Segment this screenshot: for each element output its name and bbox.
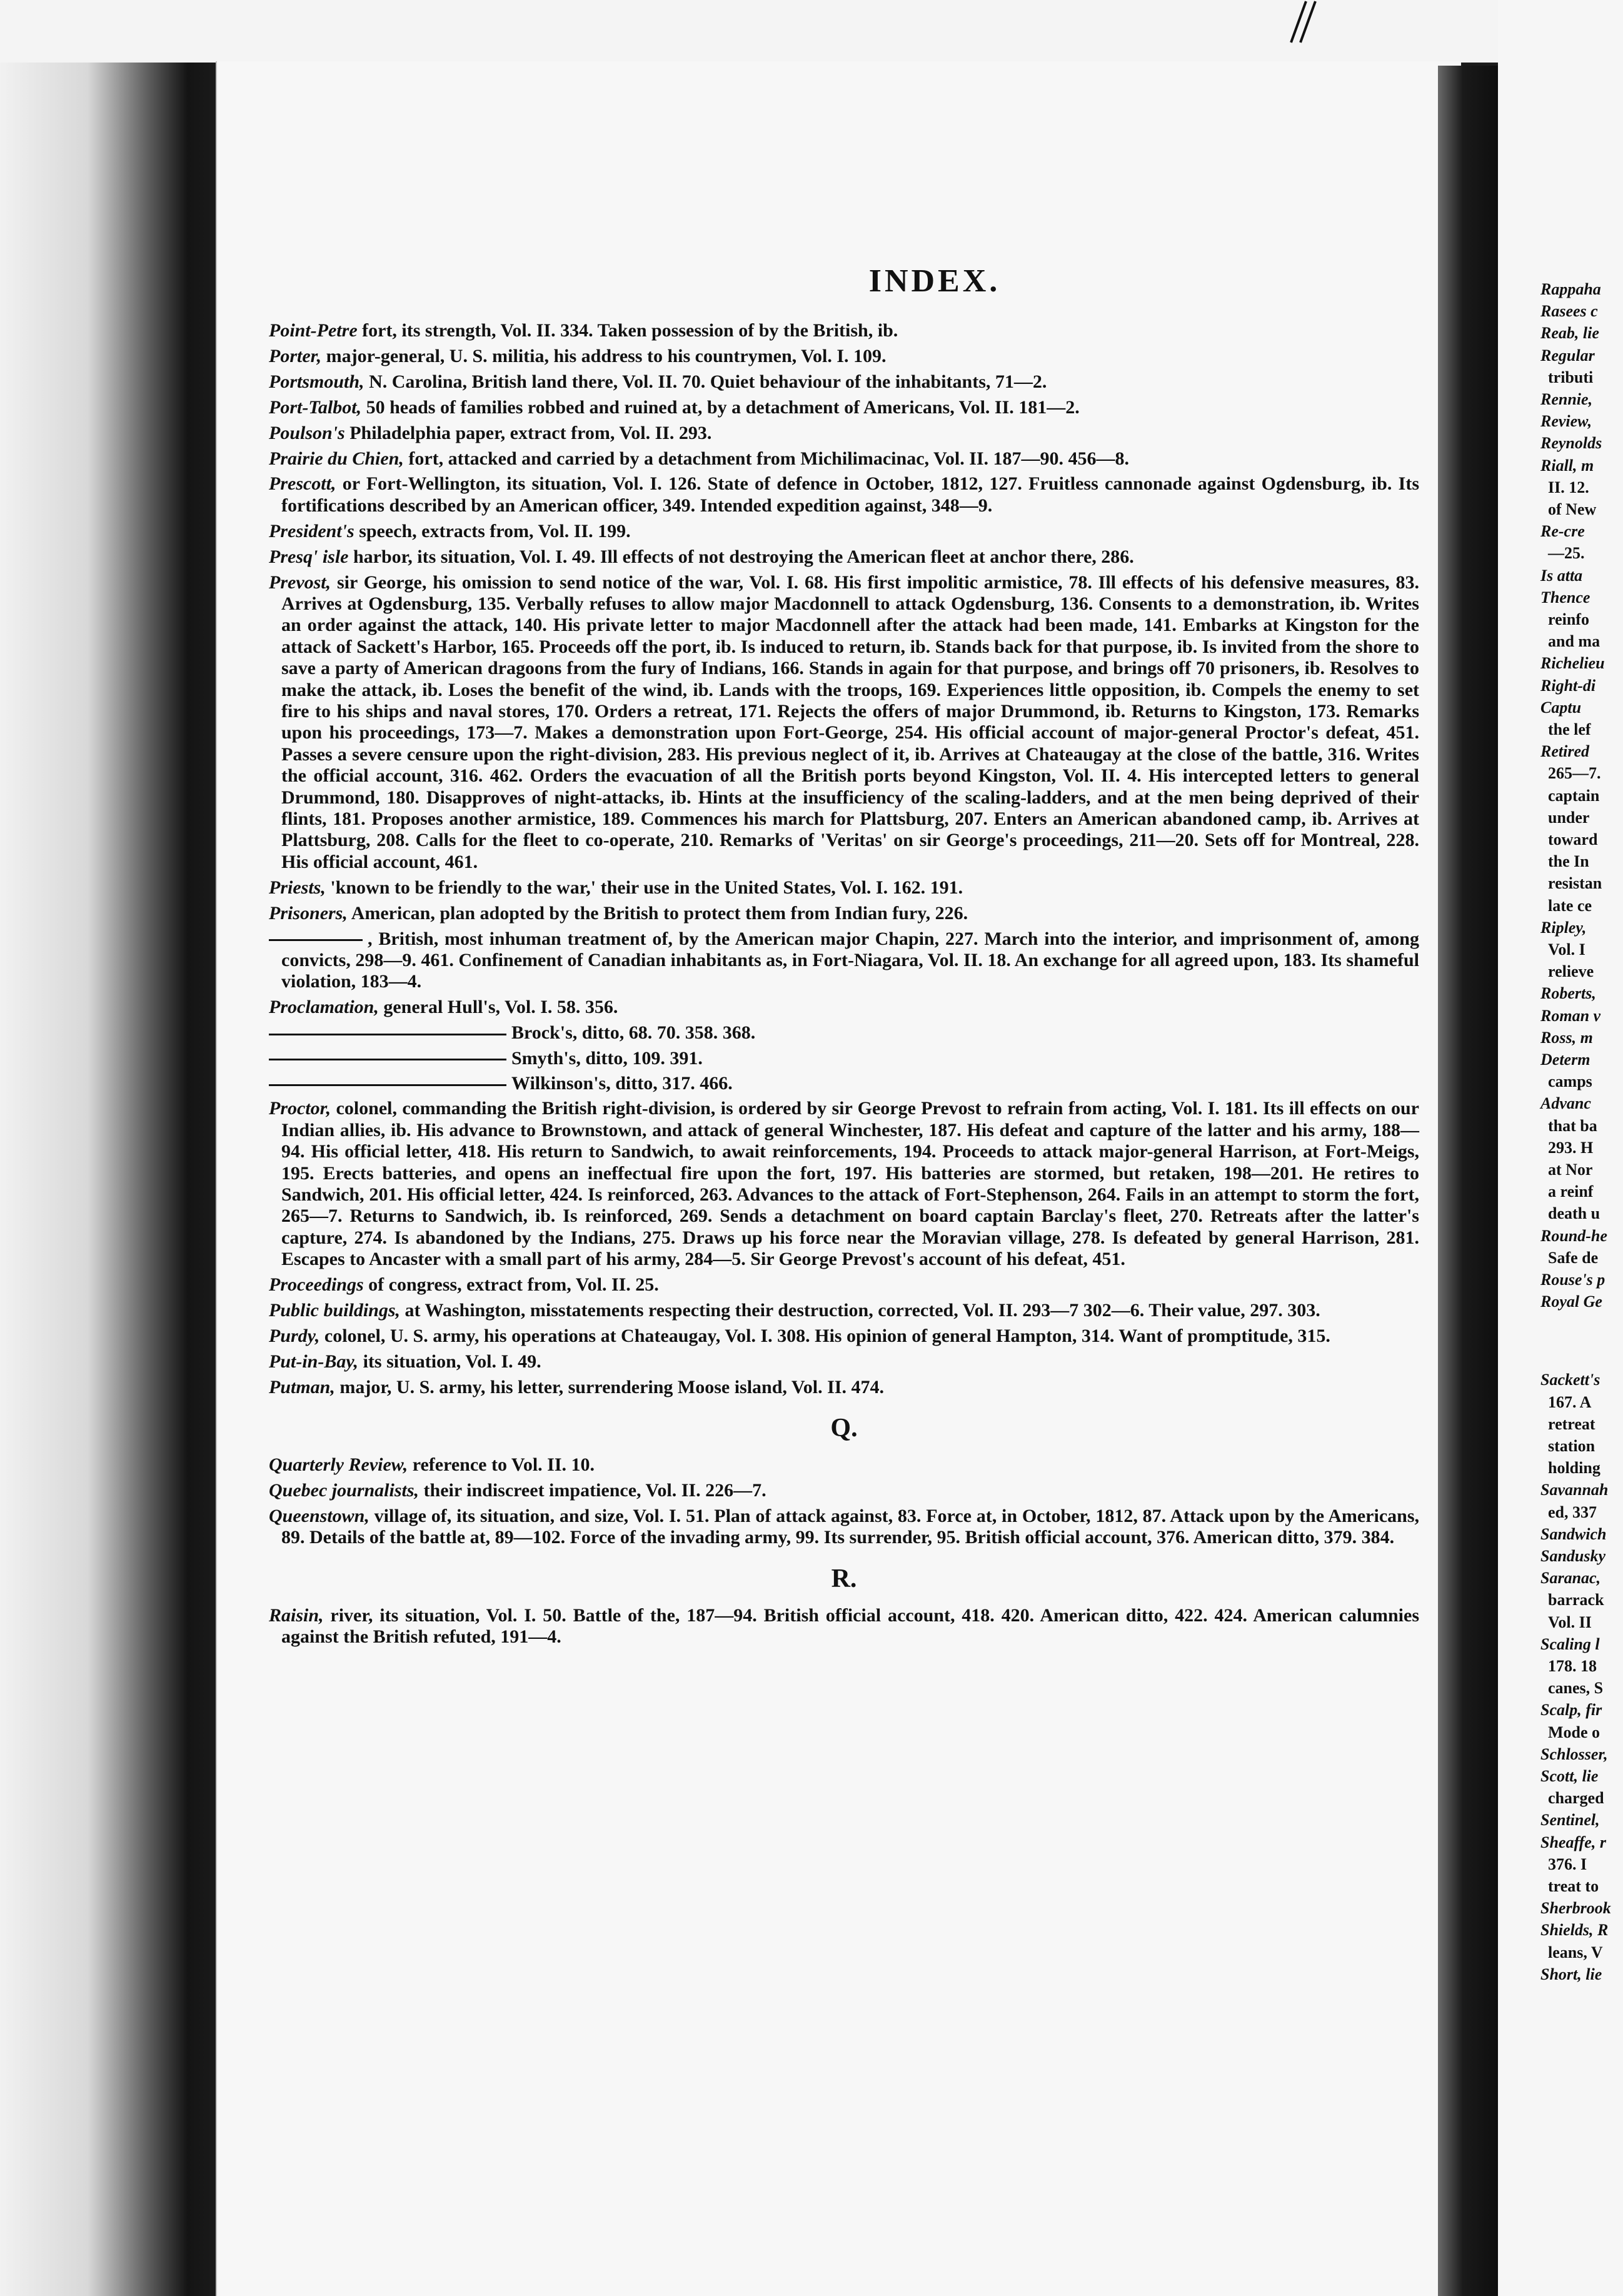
entry-headword: Point-Petre	[269, 320, 358, 341]
facing-page-text: Round-he	[1540, 1226, 1607, 1245]
facing-page-text: captain	[1548, 786, 1600, 805]
facing-page-text: Advanc	[1540, 1094, 1591, 1113]
index-entry	[269, 1351, 1419, 1372]
facing-page-text: Sandusky	[1540, 1547, 1606, 1565]
index-entry	[269, 546, 1419, 568]
entry-text: major-general, U. S. militia, his address to his countrymen, Vol. I. 109.	[321, 345, 887, 366]
index-entry	[269, 877, 1419, 899]
facing-page-text: 265—7.	[1548, 764, 1601, 783]
facing-page-text: Captu	[1540, 698, 1582, 717]
entry-text: harbor, its situation, Vol. I. 49. Ill effects of not destroying the American fleet at anchor there, 286.	[348, 546, 1134, 567]
section-letter-q: Q.	[830, 1414, 858, 1443]
entry-headword: Prairie du Chien,	[269, 448, 404, 469]
facing-page-text: Riall, m	[1540, 456, 1594, 475]
entry-text: sir George, his omission to send notice of the war, Vol. I. 68. His first impolitic armistice, 78. Ill effects of his defensive measures, 83. Arrives at Ogdensburg, 135. Verbally refuses to allow major Macdonnell to attack Ogdensburg, 136. Consents to a demonstration, ib. Writes an order against the attack, 140. His private letter to major Macdonnell after the attack had been made, 141. Embarks at Kingston for the attack of Sackett's Harbor, 165. Proceeds off the port, ib. Is induced to return, ib. Stands back for that purpose, ib. Is invited from the shore to save a party of American dragoons from the fury of Indians, 166. Stands in again for that purpose, and brings off 70 prisoners, ib. Resolves to make the attack, ib. Loses the benefit of the wind, ib. Lands with the troops, 169. Experiences little opposition, ib. Compels the enemy to set fire to his ships and naval stores, 170. Orders a retreat, 171. Rejects the offers of major Drummond, ib. Returns to Kingston, 173. Remarks upon his proceedings, 173—7. Makes a demonstration upon Fort-George, 254. His official account of major-general Proctor's defeat, 451. Passes a severe censure upon the right-division, 283. His previous neglect of it, ib. Arrives at Chateaugay at the close of the battle, 316. Writes the official account, 316. 462. Orders the evacuation of all the British ports beyond Kingston, Vol. II. 4. His intercepted letters to general Drummond, 180. Disapproves of night-attacks, ib. Hints at the insufficiency of the scaling-ladders, and at the men being deprived of their flints, 181. Proposes another armistice, 189. Commences his march for Plattsburg, 207. Enters an American abandoned camp, ib. Arrives at Plattsburg, 208. Calls for the fleet to co-operate, 210. Remarks of 'Veritas' on sir George's proceedings, 211—20. Sets off for Montreal, 228. His official account, 461.	[281, 571, 1419, 872]
facing-page-text: treat to	[1548, 1877, 1599, 1895]
ditto-rule	[269, 1034, 506, 1035]
entry-headword: Porter,	[269, 345, 322, 366]
index-section-p-continued	[269, 1098, 1419, 1398]
facing-page-text: Ripley,	[1540, 918, 1587, 937]
facing-page-text: Shields, R	[1540, 1921, 1609, 1940]
index-entry	[269, 1377, 1419, 1398]
entry-headword: Put-in-Bay,	[269, 1351, 359, 1372]
facing-page-text: Savannah	[1540, 1481, 1609, 1499]
facing-page-text: Roman v	[1540, 1006, 1601, 1025]
entry-headword: Prescott,	[269, 473, 336, 495]
entry-text: village of, its situation, and size, Vol. I. 51. Plan of attack against, 83. Force at, in October, 1812, 87. Attack upon by the Americans, 89. Details of the battle at, 89—102. Force of the invading army, 99. Its surrender, 95. British official account, 376. American ditto, 379. 384.	[281, 1506, 1419, 1548]
index-content	[269, 320, 1419, 1652]
entry-text: colonel, commanding the British right-division, is ordered by sir George Prevost to refrain from acting, Vol. I. 181. Its ill effects on our Indian allies, ib. His advance to Brownstown, and attack of general Winchester, 187. His defeat and capture of the latter and his army, 188—94. His official letter, 418. His return to Sandwich, to await reinforcements, 194. Proceeds to attack major-general Harrison, at Fort-Meigs, 195. Erects batteries, and opens an ineffectual fire upon the fort, 197. His batteries are stormed, but retaken, 198—201. He retires to Sandwich, 201. His official letter, 424. Is reinforced, 263. Advances to the attack of Fort-Stephenson, 264. Fails in an attempt to storm the fort, 265—7. Returns to Sandwich, ib. Is reinforced, 269. Sends a detachment on board captain Barclay's fleet, 270. Retreats after the latter's capture, 274. Is abandoned by the Indians, 275. Draws up his force near the Moravian village, 278. Is defeated by general Harrison, 281. Escapes to Ancaster with a small part of his army, 284—5. Sir George Prevost's account of his defeat, 451.	[281, 1098, 1419, 1270]
ditto-rule	[269, 939, 363, 941]
facing-page-text: Royal Ge	[1540, 1292, 1602, 1311]
facing-page-text: Reynolds	[1540, 434, 1602, 453]
entry-text: major, U. S. army, his letter, surrendering Moose island, Vol. II. 474.	[334, 1376, 884, 1397]
entry-headword: Quarterly Review,	[269, 1454, 408, 1476]
index-entry	[269, 448, 1419, 470]
facing-page-text: barrack	[1548, 1591, 1604, 1609]
facing-page-text: —25.	[1548, 544, 1585, 563]
facing-page-text: Retired	[1540, 742, 1589, 761]
facing-page-text: II. 12.	[1548, 478, 1589, 496]
index-entry	[269, 1326, 1419, 1347]
entry-text: 'known to be friendly to the war,' their use in the United States, Vol. I. 162. 191.	[325, 877, 963, 898]
entry-headword: Raisin,	[269, 1604, 324, 1626]
binding-shadow	[0, 63, 244, 2296]
facing-page-text: Scalp, fir	[1540, 1701, 1602, 1719]
index-entry	[269, 423, 1419, 444]
index-entry	[269, 1605, 1419, 1648]
entry-headword: Priests,	[269, 877, 326, 898]
entry-headword: Proctor,	[269, 1098, 331, 1119]
facing-page-text: under	[1548, 808, 1590, 827]
facing-page-text: camps	[1548, 1072, 1592, 1091]
facing-page-text: Roberts,	[1540, 984, 1596, 1003]
index-entry	[269, 572, 1419, 874]
facing-page-text: a reinf	[1548, 1182, 1594, 1201]
facing-page-text: 293. H	[1548, 1138, 1594, 1157]
index-entry	[269, 473, 1419, 516]
facing-page-text: Sheaffe, r	[1540, 1833, 1606, 1851]
entry-text: speech, extracts from, Vol. II. 199.	[354, 520, 631, 541]
facing-page-text: at Nor	[1548, 1161, 1593, 1179]
entry-text: at Washington, misstatements respecting their destruction, corrected, Vol. II. 293—7 302—6. Their value, 297. 303.	[400, 1300, 1320, 1321]
facing-page-text: tributi	[1548, 368, 1594, 386]
entry-headword: Poulson's	[269, 422, 345, 443]
facing-page-text: Scaling l	[1540, 1634, 1600, 1653]
entry-text: colonel, U. S. army, his operations at Chateaugay, Vol. I. 308. His opinion of general Hampton, 314. Want of promptitude, 315.	[319, 1325, 1330, 1346]
index-entry	[269, 1506, 1419, 1549]
index-entry	[269, 1300, 1419, 1321]
entry-headword: Queenstown,	[269, 1506, 369, 1526]
entry-headword: Putman,	[269, 1376, 335, 1397]
facing-page-text: late ce	[1548, 896, 1592, 915]
entry-text: their indiscreet impatience, Vol. II. 226—7.	[419, 1480, 766, 1501]
facing-page-text: holding	[1548, 1459, 1600, 1478]
facing-page-text: toward	[1548, 830, 1598, 848]
facing-page-text: 167. A	[1548, 1392, 1592, 1411]
index-entry	[269, 346, 1419, 367]
scan-background	[0, 0, 1623, 63]
facing-page-text: Sackett's	[1540, 1371, 1600, 1389]
facing-page-text: Reab, lie	[1540, 324, 1599, 343]
facing-page-text: Safe de	[1548, 1248, 1599, 1267]
entry-headword: Public buildings,	[269, 1300, 401, 1321]
facing-page-text: Determ	[1540, 1050, 1590, 1069]
proclamation-sub-entry: Brock's, ditto, 68. 70. 358. 368.	[269, 1022, 1419, 1044]
section-letter-r: R.	[831, 1564, 857, 1593]
entry-text: or Fort-Wellington, its situation, Vol. I. 126. State of defence in October, 1812, 127. Fruitless cannonade against Ogdensburg, ib. Its fortifications described by an American officer, 349. Intended expedition against, 348—9.	[281, 473, 1419, 516]
index-entry	[269, 371, 1419, 393]
index-entry	[269, 320, 1419, 341]
entry-text: fort, attacked and carried by a detachment from Michilimacinac, Vol. II. 187—90. 456—8.	[403, 448, 1130, 469]
facing-page-fragment	[1498, 0, 1623, 2296]
facing-page-text: Short, lie	[1540, 1965, 1602, 1983]
facing-page-text: retreat	[1548, 1414, 1595, 1433]
entry-headword: Prevost,	[269, 571, 331, 593]
facing-page-text: Vol. II	[1548, 1613, 1592, 1631]
facing-page-text: Sherbrook	[1540, 1899, 1611, 1918]
facing-page-text: Mode o	[1548, 1723, 1600, 1741]
entry-text: its situation, Vol. I. 49.	[358, 1351, 541, 1372]
facing-page-text: Ross, m	[1540, 1028, 1593, 1047]
facing-page-text: charged	[1548, 1789, 1604, 1808]
facing-page-text: Thence	[1540, 588, 1590, 607]
facing-page-text: Scott, lie	[1540, 1767, 1599, 1785]
entry-headword: Presq' isle	[269, 546, 349, 567]
facing-page-text: Re-cre	[1540, 522, 1585, 541]
facing-page-text: station	[1548, 1437, 1595, 1455]
entry-text: 50 heads of families robbed and ruined at, by a detachment of Americans, Vol. II. 181—2.	[361, 396, 1080, 418]
index-section-r	[269, 1605, 1419, 1648]
entry-text: of congress, extract from, Vol. II. 25.	[363, 1274, 659, 1296]
facing-page-text: Is atta	[1540, 566, 1583, 585]
index-entry	[269, 397, 1419, 418]
entry-text: fort, its strength, Vol. II. 334. Taken possession of by the British, ib.	[357, 320, 898, 341]
entry-headword: Purdy,	[269, 1325, 320, 1346]
index-section-p	[269, 320, 1419, 924]
entry-text: N. Carolina, British land there, Vol. II. 70. Quiet behaviour of the inhabitants, 71—2.	[364, 371, 1047, 392]
facing-page-text: Rasees c	[1540, 302, 1598, 321]
entry-text: river, its situation, Vol. I. 50. Battle of the, 187—94. British official account, 418. 420. American ditto, 422. 424. American calumnies against the British refuted, 191—4.	[281, 1604, 1419, 1648]
entry-text: reference to Vol. II. 10.	[408, 1454, 595, 1476]
proclamation-sub-entry: Wilkinson's, ditto, 317. 466.	[269, 1073, 1419, 1094]
ditto-rule	[269, 1084, 506, 1086]
entry-text: Philadelphia paper, extract from, Vol. II. 293.	[344, 422, 712, 443]
index-entry	[269, 903, 1419, 924]
facing-page-text: Rappaha	[1540, 280, 1601, 298]
entry-headword: Quebec journalists,	[269, 1480, 420, 1501]
facing-page-text: death u	[1548, 1204, 1600, 1223]
proclamation-sub-entry: Smyth's, ditto, 109. 391.	[269, 1048, 1419, 1069]
index-entry-proclamation: Proclamation, general Hull's, Vol. I. 58. 356.	[269, 997, 618, 1018]
index-entry	[269, 1098, 1419, 1270]
facing-page-text: Sentinel,	[1540, 1811, 1600, 1830]
facing-page-text: Review,	[1540, 412, 1592, 431]
facing-page-text: Saranac,	[1540, 1569, 1601, 1588]
facing-page-text: reinfo	[1548, 610, 1589, 628]
facing-page-text: Richelieu	[1540, 654, 1605, 673]
facing-page-text: that ba	[1548, 1116, 1597, 1135]
facing-page-text: Rennie,	[1540, 390, 1593, 408]
page-title: INDEX.	[868, 263, 1001, 299]
facing-page-text: ed, 337	[1548, 1503, 1597, 1521]
facing-page-text: 376. I	[1548, 1855, 1587, 1873]
facing-page-text: Rouse's p	[1540, 1271, 1605, 1289]
index-entry-prisoners-british: , British, most inhuman treatment of, by the American major Chapin, 227. March into the interior, and imprisonment of, among convicts, 298—9. 461. Confinement of Canadian inhabitants as, in Fort-Niagara, Vol. II. 18. An exchange for all agreed upon, 183. Its shameful violation, 183—4.	[269, 929, 1419, 993]
index-entry	[269, 521, 1419, 542]
facing-page-text: Schlosser,	[1540, 1745, 1608, 1763]
facing-page-text: leans, V	[1548, 1943, 1603, 1961]
facing-page-text: Vol. I	[1548, 940, 1585, 959]
facing-page-text: the In	[1548, 852, 1589, 871]
entry-headword: Portsmouth,	[269, 371, 364, 392]
index-entry	[269, 1480, 1419, 1501]
entry-text: American, plan adopted by the British to protect them from Indian fury, 226.	[347, 902, 968, 924]
entry-headword: Port-Talbot,	[269, 396, 362, 418]
facing-page-text: the lef	[1548, 720, 1591, 738]
facing-page-text: Regular	[1540, 346, 1595, 365]
index-entry	[269, 1274, 1419, 1296]
entry-headword: Prisoners,	[269, 902, 348, 924]
facing-page-text: canes, S	[1548, 1679, 1604, 1698]
facing-page-text: resistan	[1548, 874, 1602, 893]
facing-page-text: Sandwich	[1540, 1524, 1607, 1543]
facing-page-text: 178. 18	[1548, 1657, 1597, 1675]
facing-page-text: and ma	[1548, 632, 1600, 651]
index-section-q	[269, 1454, 1419, 1549]
entry-headword: Proceedings	[269, 1274, 364, 1296]
ditto-rule	[269, 1059, 506, 1060]
page-gutter	[1438, 66, 1498, 2296]
facing-page-text: relieve	[1548, 962, 1594, 981]
index-entry	[269, 1454, 1419, 1476]
facing-page-text: Right-di	[1540, 676, 1596, 695]
facing-page-text: of New	[1548, 500, 1597, 518]
entry-headword: President's	[269, 520, 354, 541]
